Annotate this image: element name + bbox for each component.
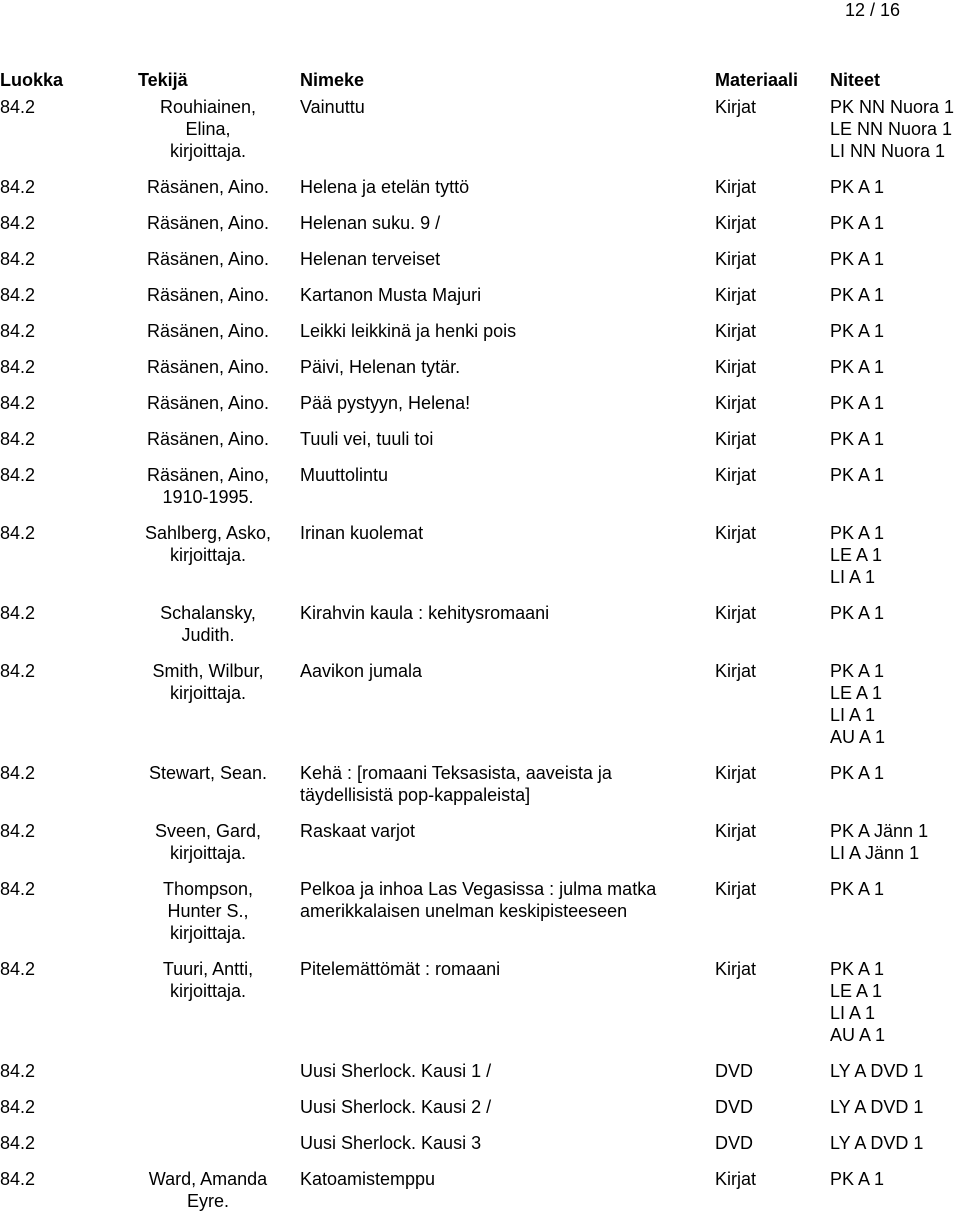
cell-luokka: 84.2 — [0, 465, 36, 485]
cell-materiaali: Kirjat — [715, 661, 757, 681]
cell-luokka: 84.2 — [0, 879, 36, 899]
cell-nimeke: Vainuttu — [300, 97, 365, 117]
cell-materiaali: Kirjat — [715, 603, 757, 623]
cell-nimeke: Helena ja etelän tyttö — [300, 177, 470, 197]
table-row — [0, 1092, 960, 1128]
cell-materiaali: DVD — [715, 1097, 754, 1117]
table-row — [0, 954, 960, 1056]
table-row — [0, 874, 960, 954]
cell-tekija: Stewart, Sean. — [148, 763, 268, 783]
cell-nimeke: Helenan terveiset — [300, 249, 441, 269]
cell-luokka: 84.2 — [0, 821, 36, 841]
cell-tekija: Sveen, Gard, kirjoittaja. — [154, 821, 262, 863]
table-row — [0, 598, 960, 656]
header-luokka: Luokka — [0, 70, 64, 90]
cell-tekija: Räsänen, Aino. — [146, 429, 270, 449]
cell-niteet: PK A 1 LE A 1 LI A 1 AU A 1 — [830, 661, 886, 747]
cell-nimeke: Päivi, Helenan tytär. — [300, 357, 461, 377]
cell-materiaali: Kirjat — [715, 321, 757, 341]
cell-nimeke: Tuuli vei, tuuli toi — [300, 429, 434, 449]
cell-niteet: PK A 1 — [830, 213, 885, 233]
table-row — [0, 244, 960, 280]
page-number: 12 / 16 — [844, 0, 900, 20]
table-row — [0, 316, 960, 352]
cell-materiaali: Kirjat — [715, 959, 757, 979]
cell-materiaali: Kirjat — [715, 879, 757, 899]
cell-niteet: PK A 1 — [830, 393, 885, 413]
cell-nimeke: Uusi Sherlock. Kausi 2 / — [300, 1097, 492, 1117]
cell-materiaali: DVD — [715, 1133, 754, 1153]
cell-tekija: Räsänen, Aino. — [146, 177, 270, 197]
cell-nimeke: Uusi Sherlock. Kausi 1 / — [300, 1061, 492, 1081]
cell-nimeke: Leikki leikkinä ja henki pois — [300, 321, 517, 341]
cell-materiaali: DVD — [715, 1061, 754, 1081]
table-row — [0, 280, 960, 316]
cell-niteet: PK A 1 — [830, 1169, 885, 1189]
cell-niteet: LY A DVD 1 — [830, 1133, 924, 1153]
table-row — [0, 424, 960, 460]
cell-luokka: 84.2 — [0, 1133, 36, 1153]
cell-tekija: Sahlberg, Asko, kirjoittaja. — [144, 523, 272, 565]
cell-materiaali: Kirjat — [715, 177, 757, 197]
cell-luokka: 84.2 — [0, 1097, 36, 1117]
cell-nimeke: Pelkoa ja inhoa Las Vegasissa : julma matka amerikkalaisen unelman keskipisteeseen — [300, 879, 657, 921]
cell-materiaali: Kirjat — [715, 357, 757, 377]
header-materiaali: Materiaali — [715, 70, 799, 90]
cell-tekija: Räsänen, Aino. — [146, 321, 270, 341]
cell-materiaali: Kirjat — [715, 393, 757, 413]
cell-luokka: 84.2 — [0, 429, 36, 449]
cell-tekija: Räsänen, Aino. — [146, 249, 270, 269]
cell-nimeke: Raskaat varjot — [300, 821, 416, 841]
cell-materiaali: Kirjat — [715, 285, 757, 305]
cell-nimeke: Irinan kuolemat — [300, 523, 424, 543]
cell-tekija: Rouhiainen, Elina, kirjoittaja. — [159, 97, 257, 161]
table-row — [0, 460, 960, 518]
cell-niteet: PK A 1 — [830, 321, 885, 341]
cell-niteet: PK A 1 — [830, 465, 885, 485]
table-header — [0, 70, 960, 92]
cell-luokka: 84.2 — [0, 285, 36, 305]
cell-luokka: 84.2 — [0, 393, 36, 413]
cell-materiaali: Kirjat — [715, 213, 757, 233]
cell-nimeke: Pitelemättömät : romaani — [300, 959, 501, 979]
cell-luokka: 84.2 — [0, 357, 36, 377]
table-row — [0, 1128, 960, 1164]
cell-nimeke: Kirahvin kaula : kehitysromaani — [300, 603, 550, 623]
table-row — [0, 92, 960, 172]
table-row — [0, 1056, 960, 1092]
cell-tekija: Tuuri, Antti, kirjoittaja. — [162, 959, 254, 1001]
table-row — [0, 758, 960, 816]
header-niteet: Niteet — [830, 70, 881, 90]
cell-nimeke: Uusi Sherlock. Kausi 3 — [300, 1133, 482, 1153]
cell-tekija: Smith, Wilbur, kirjoittaja. — [152, 661, 264, 703]
cell-luokka: 84.2 — [0, 177, 36, 197]
cell-nimeke: Pää pystyyn, Helena! — [300, 393, 471, 413]
cell-luokka: 84.2 — [0, 321, 36, 341]
cell-niteet: PK A 1 — [830, 763, 885, 783]
cell-tekija: Räsänen, Aino. — [146, 357, 270, 377]
table-row — [0, 172, 960, 208]
cell-materiaali: Kirjat — [715, 97, 757, 117]
cell-materiaali: Kirjat — [715, 249, 757, 269]
cell-luokka: 84.2 — [0, 1169, 36, 1189]
cell-niteet: PK A 1 — [830, 429, 885, 449]
cell-niteet: PK A Jänn 1 LI A Jänn 1 — [830, 821, 929, 863]
cell-niteet: PK A 1 — [830, 285, 885, 305]
cell-nimeke: Katoamistemppu — [300, 1169, 436, 1189]
cell-materiaali: Kirjat — [715, 763, 757, 783]
cell-niteet: PK A 1 LE A 1 LI A 1 AU A 1 — [830, 959, 886, 1045]
cell-niteet: PK A 1 — [830, 357, 885, 377]
cell-luokka: 84.2 — [0, 97, 36, 117]
cell-niteet: LY A DVD 1 — [830, 1097, 924, 1117]
cell-niteet: PK NN Nuora 1 LE NN Nuora 1 LI NN Nuora 1 — [830, 97, 955, 161]
cell-materiaali: Kirjat — [715, 429, 757, 449]
cell-tekija: Ward, Amanda Eyre. — [148, 1169, 268, 1211]
cell-nimeke: Muuttolintu — [300, 465, 389, 485]
cell-niteet: PK A 1 — [830, 249, 885, 269]
cell-tekija: Räsänen, Aino. — [146, 285, 270, 305]
cell-niteet: LY A DVD 1 — [830, 1061, 924, 1081]
cell-tekija: Räsänen, Aino, 1910-1995. — [146, 465, 270, 507]
table-row — [0, 518, 960, 598]
cell-tekija: Schalansky, Judith. — [160, 603, 256, 645]
cell-luokka: 84.2 — [0, 523, 36, 543]
cell-nimeke: Kartanon Musta Majuri — [300, 285, 482, 305]
cell-luokka: 84.2 — [0, 249, 36, 269]
cell-nimeke: Kehä : [romaani Teksasista, aaveista ja täydellisistä pop-kappaleista] — [300, 763, 612, 805]
cell-nimeke: Aavikon jumala — [300, 661, 423, 681]
header-nimeke: Nimeke — [300, 70, 365, 90]
table-row — [0, 656, 960, 758]
cell-niteet: PK A 1 — [830, 603, 885, 623]
cell-luokka: 84.2 — [0, 959, 36, 979]
cell-luokka: 84.2 — [0, 603, 36, 623]
cell-tekija: Räsänen, Aino. — [146, 213, 270, 233]
cell-materiaali: Kirjat — [715, 821, 757, 841]
table-row — [0, 208, 960, 244]
cell-niteet: PK A 1 LE A 1 LI A 1 — [830, 523, 885, 587]
table-row — [0, 816, 960, 874]
cell-materiaali: Kirjat — [715, 523, 757, 543]
cell-luokka: 84.2 — [0, 213, 36, 233]
cell-nimeke: Helenan suku. 9 / — [300, 213, 441, 233]
header-tekija: Tekijä — [138, 70, 188, 90]
cell-niteet: PK A 1 — [830, 177, 885, 197]
table-row — [0, 352, 960, 388]
cell-luokka: 84.2 — [0, 661, 36, 681]
cell-tekija: Thompson, Hunter S., kirjoittaja. — [162, 879, 254, 943]
cell-tekija: Räsänen, Aino. — [146, 393, 270, 413]
cell-materiaali: Kirjat — [715, 465, 757, 485]
table-body — [0, 92, 960, 1222]
table-row — [0, 1164, 960, 1222]
cell-materiaali: Kirjat — [715, 1169, 757, 1189]
cell-luokka: 84.2 — [0, 763, 36, 783]
cell-niteet: PK A 1 — [830, 879, 885, 899]
cell-luokka: 84.2 — [0, 1061, 36, 1081]
table-row — [0, 388, 960, 424]
